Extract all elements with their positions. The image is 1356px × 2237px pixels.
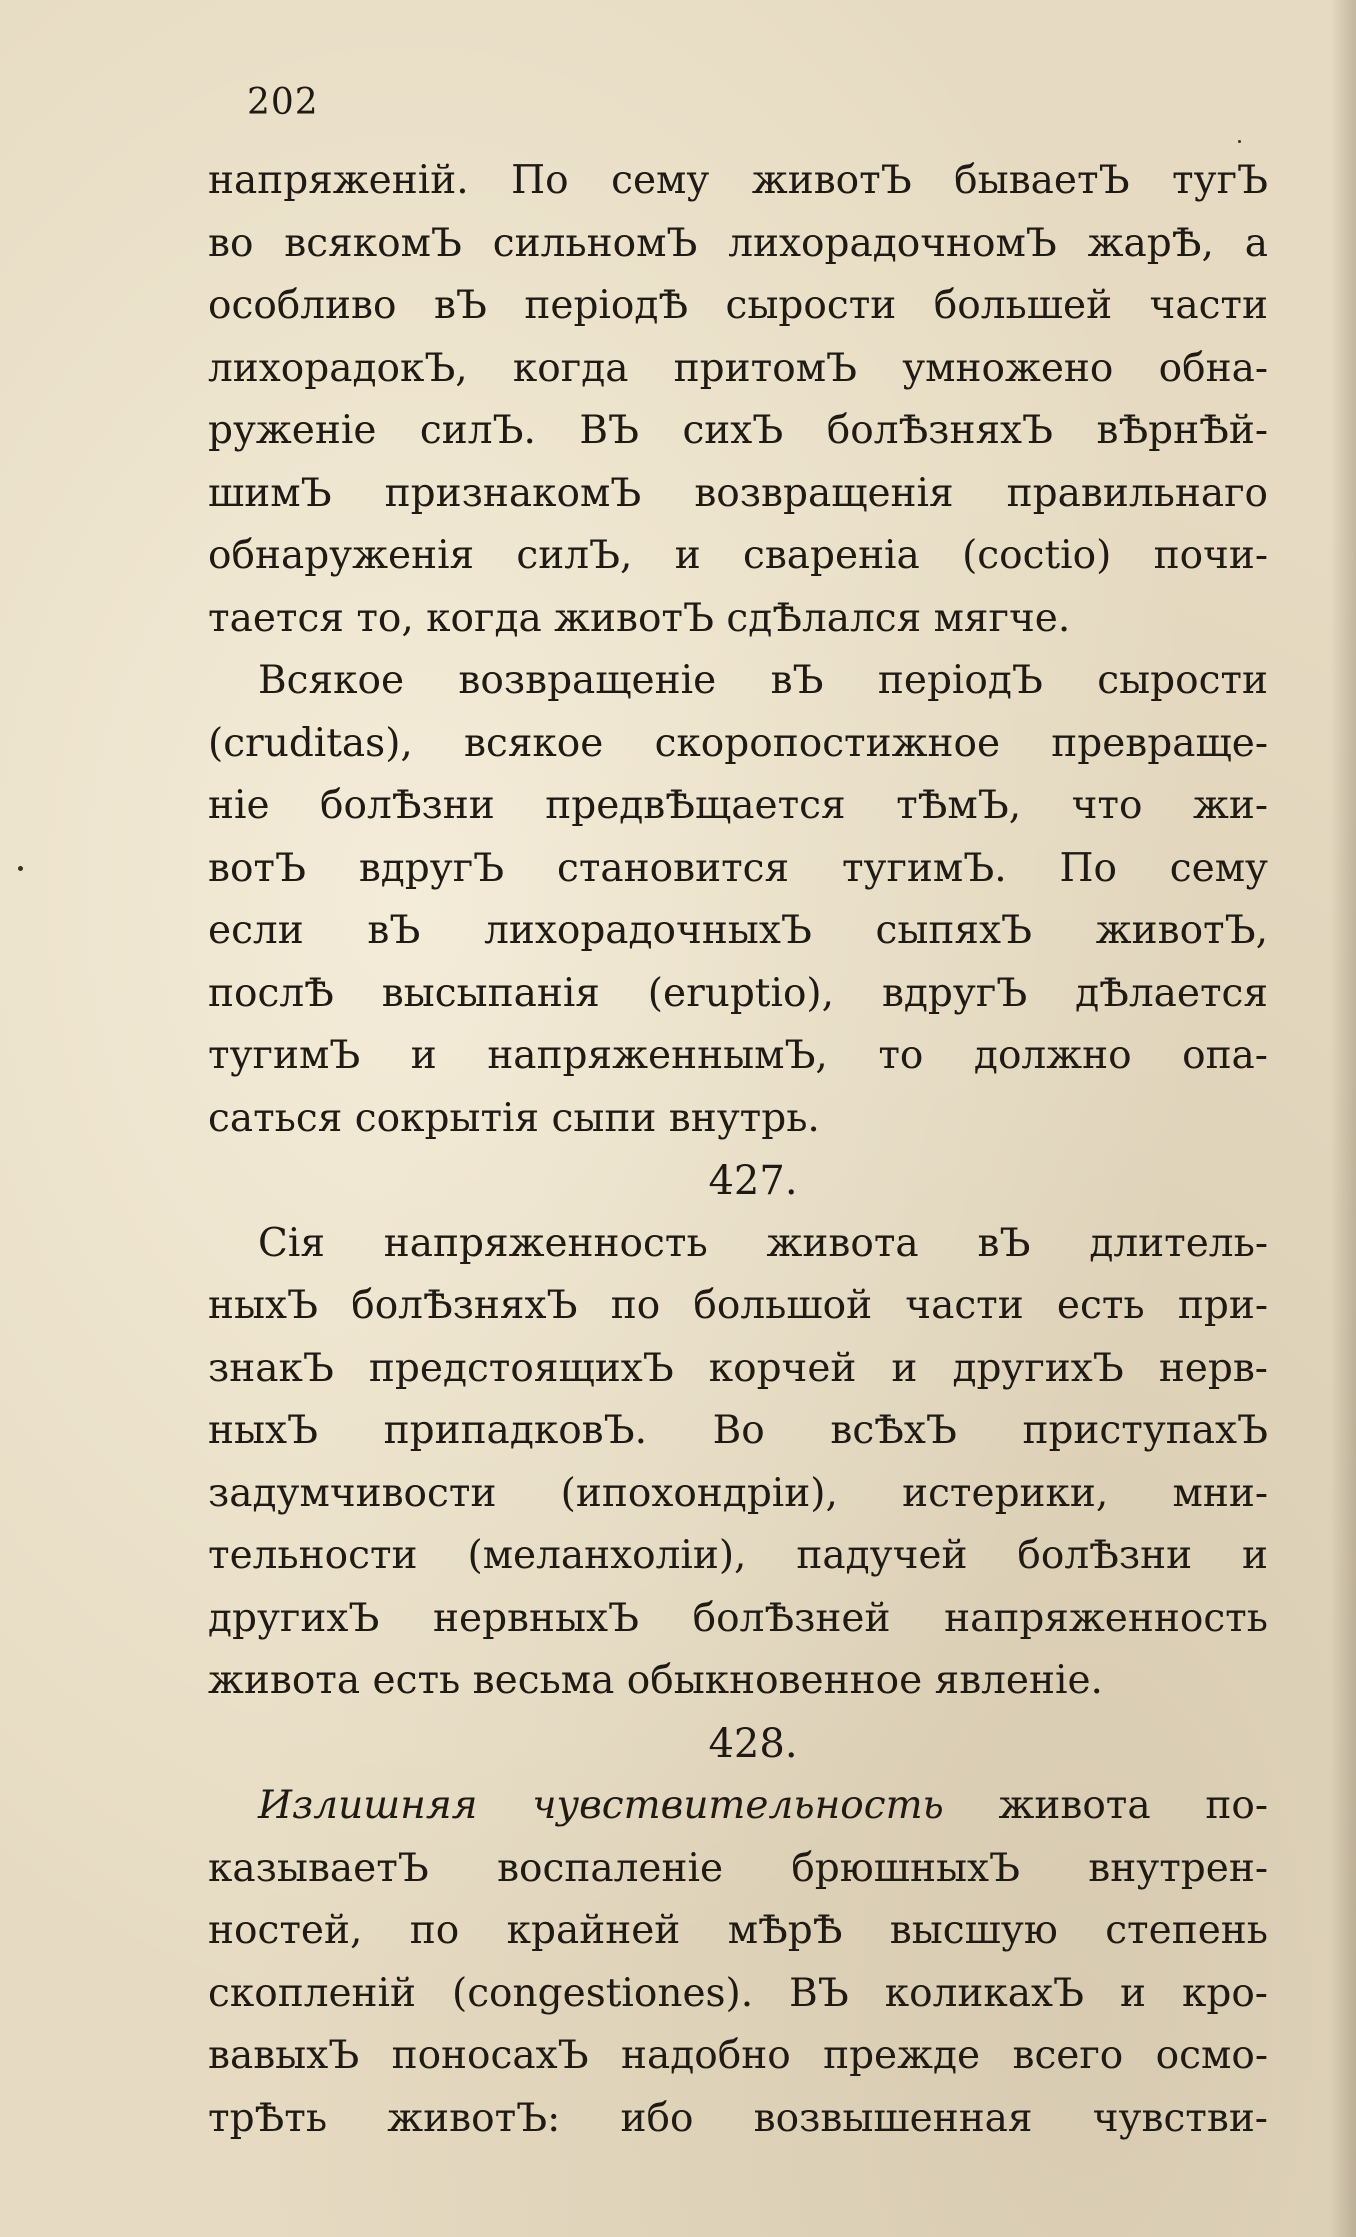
body-text <box>208 150 1268 2150</box>
text-line: напряженій. По сему животЪ бываетЪ тугЪ <box>208 158 1268 203</box>
speck-mark <box>1238 140 1241 143</box>
speck-mark <box>18 866 23 871</box>
text-line: ностей, по крайней мѢрѢ высшую степень <box>208 1908 1268 1953</box>
text-line: обнаруженія силЪ, и свареніа (coctio) почи- <box>208 533 1268 578</box>
text-line: если вЪ лихорадочныхЪ сыпяхЪ животЪ, <box>208 908 1268 953</box>
text-line: ніе болѢзни предвѢщается тѢмЪ, что жи- <box>208 783 1268 828</box>
text-line: задумчивости (ипохондріи), истерики, мни- <box>208 1470 1268 1516</box>
text-line-rest: живота по- <box>943 1783 1268 1828</box>
text-line: трѢть животЪ: ибо возвышенная чувстви- <box>208 2095 1268 2141</box>
text-line <box>208 1775 1268 1838</box>
text-line: скопленій (congestiones). ВЪ коликахЪ и кро- <box>208 1970 1268 2016</box>
page-number: 202 <box>247 82 319 123</box>
text-line: знакЪ предстоящихЪ корчей и другихЪ нерв- <box>208 1345 1268 1391</box>
section-number: 428. <box>708 1720 798 1767</box>
text-line: во всякомЪ сильномЪ лихорадочномЪ жарѢ, а <box>208 220 1268 266</box>
section-number: 427. <box>708 1158 798 1204</box>
page-gutter-shadow <box>1330 0 1356 2237</box>
text-line: руженіе силЪ. ВЪ сихЪ болѢзняхЪ вѢрнѢй- <box>208 408 1268 453</box>
text-line: шимЪ признакомЪ возвращенія правильнаго <box>208 470 1268 516</box>
text-line: Всякое возвращеніе вЪ періодЪ сырости <box>258 658 1268 703</box>
text-line: вавыхЪ поносахЪ надобно прежде всего осмо- <box>208 2033 1268 2078</box>
text-line: ныхЪ болѢзняхЪ по большой части есть при- <box>208 1283 1268 1328</box>
text-line: тугимЪ и напряженнымЪ, то должно опа- <box>208 1033 1268 1078</box>
text-line: особливо вЪ періодѢ сырости большей части <box>208 283 1268 328</box>
text-line: живота есть весьма обыкновенное явленіе. <box>208 1658 1103 1703</box>
text-line: Сія напряженность живота вЪ длитель- <box>258 1220 1268 1266</box>
text-line: лихорадокЪ, когда притомЪ умножено обна- <box>208 345 1268 391</box>
text-line: другихЪ нервныхЪ болѢзней напряженность <box>208 1595 1268 1641</box>
italic-term: Излишняя чувствительность <box>258 1783 944 1828</box>
text-line: саться сокрытія сыпи внутрь. <box>208 1095 820 1141</box>
text-line: (cruditas), всякое скоропостижное превраще- <box>208 720 1268 766</box>
text-line: тается то, когда животЪ сдѢлался мягче. <box>208 595 1071 641</box>
text-line: тельности (меланхоліи), падучей болѢзни и <box>208 1533 1268 1578</box>
text-line: ныхЪ припадковЪ. Во всѢхЪ приступахЪ <box>208 1408 1268 1453</box>
text-line: послѢ высыпанія (eruptio), вдругЪ дѢлается <box>208 970 1268 1016</box>
text-line: вотЪ вдругЪ становится тугимЪ. По сему <box>208 845 1268 891</box>
text-line: казываетЪ воспаленіе брюшныхЪ внутрен- <box>208 1845 1268 1891</box>
